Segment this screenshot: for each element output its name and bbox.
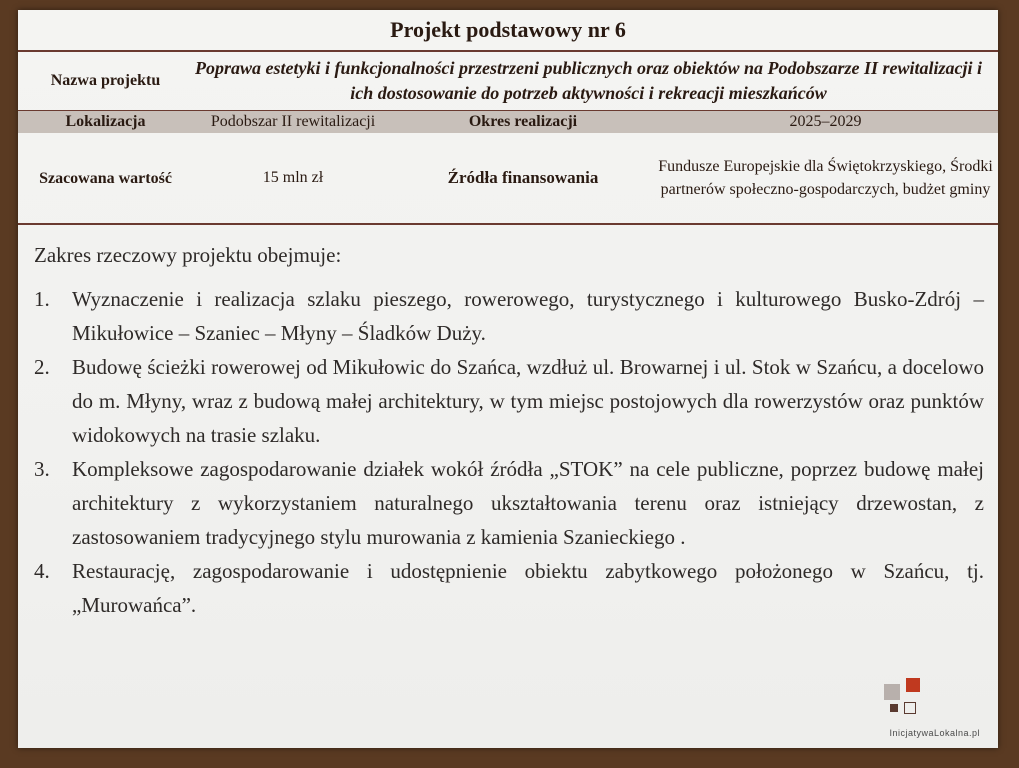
list-item-text: Wyznaczenie i realizacja szlaku pieszego, rowerowego, turystycznego i kulturowego Busko-Zdrój – Mikułowice – Szaniec – Młyny – Śladków Duży. [72,287,984,345]
project-name-row [18,52,998,111]
logo-square-outline-icon [904,702,916,714]
logo-square-grey-icon [884,684,900,700]
estimated-value-label: Szacowana wartość [39,169,172,187]
brand-logo [840,678,980,738]
value-row [18,133,998,225]
location-row [18,111,998,133]
list-item-text: Kompleksowe zagospodarowanie działek wokół źródła „STOK” na cele publiczne, poprzez budowę małej architektury z wykorzystaniem naturalnego ukształtowania terenu oraz istniejący drzewostan, z zastosowaniem tradycyjnego stylu murowania z kamienia Szanieckiego . [72,457,984,549]
list-item-number: 3. [34,457,50,481]
list-item-number: 4. [34,559,50,583]
period-value: 2025–2029 [789,113,862,130]
funding-value: Fundusze Europejskie dla Świętokrzyskiego, Środki partnerów społeczno-gospodarczych, budżet gminy [658,158,993,198]
logo-text: InicjatywaLokalna.pl [889,728,980,738]
funding-label: Źródła finansowania [447,168,599,187]
scope-section [18,225,998,622]
list-item-number: 1. [34,287,50,311]
list-item-text: Budowę ścieżki rowerowej od Mikułowic do Szańca, wzdłuż ul. Browarnej i ul. Stok w Szańcu, a docelowo do m. Młyny, wraz z budową małej architektury, w tym miejsc postojowych dla rowerzystów oraz punktów widokowych na trasie szlaku. [72,355,984,447]
estimated-value: 15 mln zł [262,169,324,186]
logo-square-red-icon [906,678,920,692]
list-item [34,554,984,622]
slide-title: Projekt podstawowy nr 6 [18,10,998,52]
list-item-number: 2. [34,355,50,379]
period-label: Okres realizacji [468,113,578,130]
project-name-value: Poprawa estetyki i funkcjonalności przestrzeni publicznych oraz obiektów na Podobszarze II rewitalizacji i ich dostosowanie do potrzeb aktywności i rekreacji mieszkańców [194,58,983,103]
scope-heading: Zakres rzeczowy projektu obejmuje: [34,243,342,267]
list-item-text: Restaurację, zagospodarowanie i udostępnienie obiektu zabytkowego położonego w Szańcu, tj. „Murowańca”. [72,559,984,617]
slide [18,10,998,748]
scope-list [34,282,984,622]
project-name-label: Nazwa projektu [50,72,161,89]
list-item [34,350,984,452]
location-value: Podobszar II rewitalizacji [210,113,376,130]
location-label: Lokalizacja [65,113,146,130]
list-item [34,452,984,554]
logo-square-dark-icon [890,704,898,712]
list-item [34,282,984,350]
